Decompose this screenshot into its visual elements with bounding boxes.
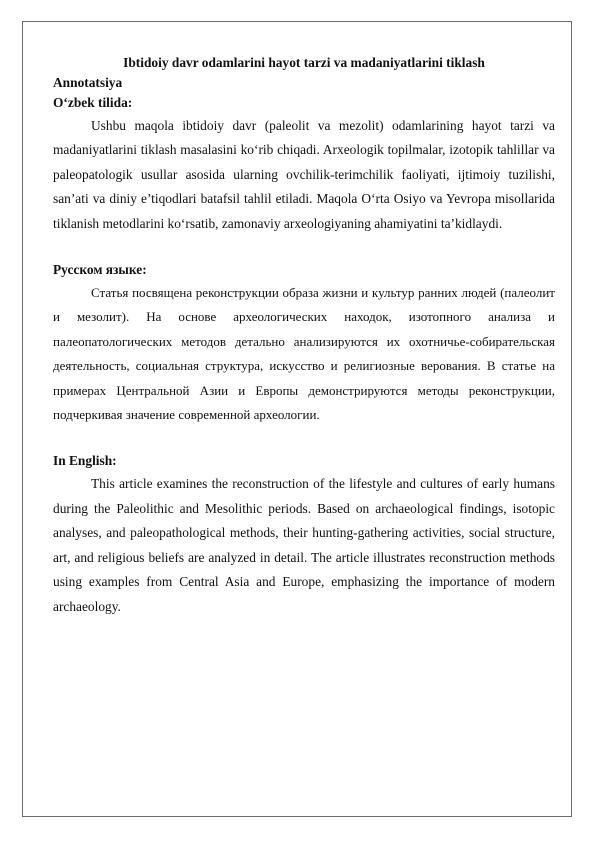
annotation-heading: Annotatsiya: [53, 75, 123, 90]
section-russian: [53, 260, 555, 427]
document-body: [53, 53, 555, 619]
section-english: [53, 451, 555, 618]
section-heading-uzbek: O‘zbek tilida:: [53, 95, 133, 110]
abstract-russian: Статья посвящена реконструкции образа жизни и культур ранних людей (палеолит и мезолит). На основе археологических находок, изотопного анализа и палеопатологических методов детально анализируются их охотничье-собирательская деятельность, социальная структура, искусство и религиозные верования. В статье на примерах Центральной Азии и Европы демонстрируются методы реконструкции, подчеркивая значение современной археологии.: [53, 285, 555, 423]
section-heading-english: In English:: [53, 453, 117, 469]
section-uzbek: [53, 93, 555, 236]
section-spacer: [53, 236, 555, 260]
abstract-uzbek: Ushbu maqola ibtidoiy davr (paleolit va mezolit) odamlarining hayot tarzi va madaniyatlarini tiklash masalasini ko‘rib chiqadi. Arxeologik topilmalar, izotopik tahlillar va paleopatologik usullar asosida ularning ovchilik-terimchilik faoliyati, ijtimoiy tuzilishi, san’ati va diniy e’tiqodlari batafsil tahlil etiladi. Maqola O‘rta Osiyo va Yevropa misollarida tiklanish metodlarini ko‘rsatib, zamonaviy arxeologiyaning ahamiyatini ta’kidlaydi.: [53, 118, 555, 231]
section-spacer: [53, 427, 555, 451]
document-title: Ibtidoiy davr odamlarini hayot tarzi va madaniyatlarini tiklash: [123, 55, 485, 70]
abstract-english: This article examines the reconstruction of the lifestyle and cultures of early humans during the Paleolithic and Mesolithic periods. Based on archaeological findings, isotopic analyses, and paleopathological methods, their hunting-gathering activities, social structure, art, and religious beliefs are analyzed in detail. The article illustrates reconstruction methods using examples from Central Asia and Europe, emphasizing the importance of modern archaeology.: [53, 476, 555, 614]
section-heading-russian: Русском языке:: [53, 262, 147, 278]
